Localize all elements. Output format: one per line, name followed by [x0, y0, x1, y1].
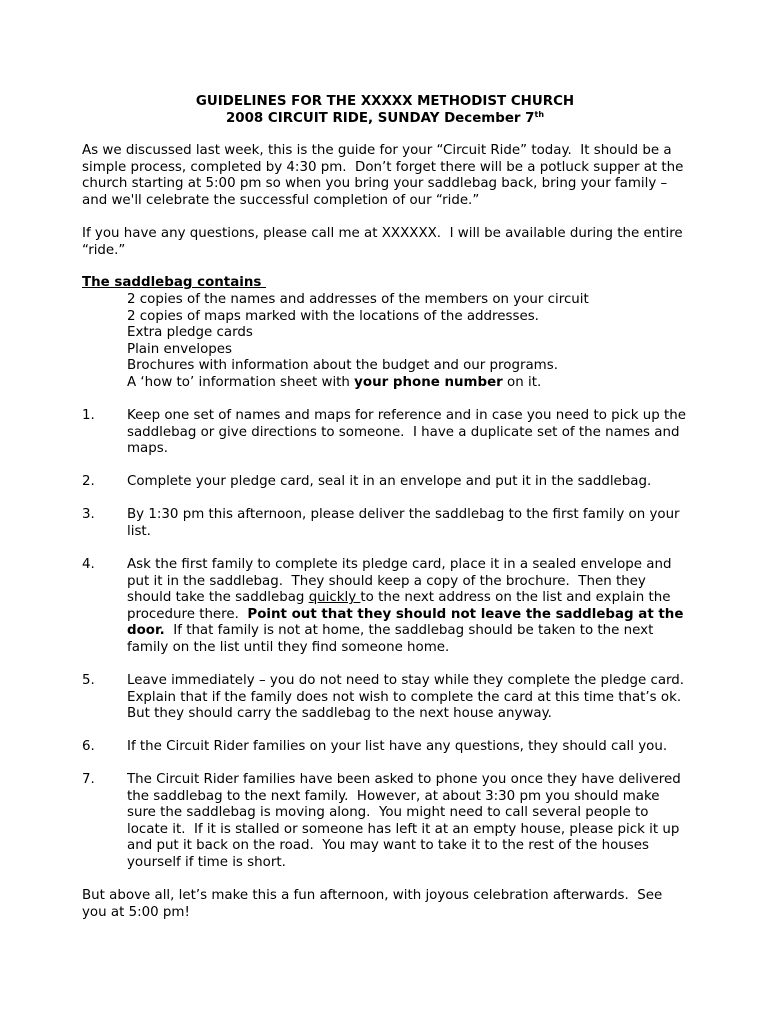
step-line: sure the saddlebag is moving along. You might need to call several people to — [127, 805, 649, 821]
step-text — [127, 739, 727, 756]
step-number: 2. — [82, 474, 95, 489]
saddlebag-contents-list — [127, 292, 727, 392]
step-line: maps. — [127, 441, 168, 457]
step-line: family on the list until they find someone home. — [127, 639, 450, 655]
saddlebag-item: 2 copies of maps marked with the locations of the addresses. — [127, 308, 539, 324]
step-text — [127, 772, 727, 872]
step-number: 6. — [82, 739, 95, 754]
step-text-run: procedure there. — [127, 606, 248, 622]
saddlebag-item: Brochures with information about the budget and our programs. — [127, 358, 558, 374]
step-line: But they should carry the saddlebag to the next house anyway. — [127, 706, 552, 722]
intro-line: As we discussed last week, this is the guide for your “Circuit Ride” today. It should be a — [82, 143, 672, 158]
step-line: Complete your pledge card, seal it in an envelope and put it in the saddlebag. — [127, 474, 652, 489]
step-line: put it in the saddlebag. They should keep a copy of the brochure. Then they — [127, 573, 646, 589]
intro-line: church starting at 5:00 pm so when you bring your saddlebag back, bring your family – — [82, 176, 668, 192]
step-number: 7. — [82, 772, 95, 787]
questions-line: “ride.” — [82, 242, 126, 258]
step-text-run: If that family is not at home, the saddlebag should be taken to the next — [164, 623, 654, 639]
phone-number-emphasis: your phone number — [354, 374, 503, 390]
document-title-line-1: GUIDELINES FOR THE XXXXX METHODIST CHURCH — [195, 94, 575, 109]
closing-paragraph — [82, 888, 722, 921]
step-number: 4. — [82, 557, 95, 572]
step-number: 3. — [82, 507, 95, 522]
step-text — [127, 408, 727, 458]
step-line: yourself if time is short. — [127, 854, 286, 870]
closing-line: But above all, let’s make this a fun afternoon, with joyous celebration afterwards. See — [82, 888, 663, 903]
door-warning-emphasis-end: door. — [127, 623, 165, 639]
step-line: locate it. If it is stalled or someone has left it at an empty house, please pick it up — [127, 821, 680, 837]
step-number: 5. — [82, 673, 95, 688]
saddlebag-item: Plain envelopes — [127, 341, 232, 357]
date-ordinal-suffix: th — [534, 110, 545, 119]
step-line: the saddlebag to the next family. However, at about 3:30 pm you should make — [127, 788, 660, 804]
step-text — [127, 557, 727, 657]
step-line — [127, 607, 727, 624]
step-line: Explain that if the family does not wish to complete the card at this time that’s ok. — [127, 689, 682, 705]
closing-line: you at 5:00 pm! — [82, 904, 190, 920]
step-line: The Circuit Rider families have been asked to phone you once they have delivered — [127, 772, 681, 787]
step-line: If the Circuit Rider families on your list have any questions, they should call you. — [127, 739, 668, 754]
step-text-run: should take the saddlebag — [127, 590, 309, 606]
step-line — [127, 623, 727, 640]
step-text — [127, 673, 727, 723]
step-text-run: to the next address on the list and explain the — [360, 590, 671, 606]
step-text — [127, 474, 727, 491]
step-line — [127, 590, 727, 607]
saddlebag-heading: The saddlebag contains — [82, 275, 266, 290]
step-text — [127, 507, 727, 540]
document-title-line-2-text: 2008 CIRCUIT RIDE, SUNDAY December 7 — [225, 111, 535, 126]
questions-line: If you have any questions, please call me at XXXXXX. I will be available during the entire — [82, 226, 683, 241]
intro-paragraph — [82, 143, 722, 209]
saddlebag-item: Extra pledge cards — [127, 325, 253, 341]
questions-paragraph — [82, 226, 722, 259]
step-line: Leave immediately – you do not need to stay while they complete the pledge card. — [127, 673, 685, 688]
quickly-underlined: quickly — [308, 590, 361, 606]
how-to-text-end: on it. — [502, 374, 542, 390]
step-number: 1. — [82, 408, 95, 423]
step-line: Ask the first family to complete its pledge card, place it in a sealed envelope and — [127, 557, 672, 572]
saddlebag-item-how-to-sheet — [127, 375, 727, 392]
step-line: list. — [127, 523, 151, 539]
step-line: By 1:30 pm this afternoon, please deliver the saddlebag to the first family on your — [127, 507, 680, 522]
intro-line: and we'll celebrate the successful completion of our “ride.” — [82, 192, 480, 208]
how-to-text: A ‘how to’ information sheet with — [127, 374, 355, 390]
intro-line: simple process, completed by 4:30 pm. Don’t forget there will be a potluck supper at the — [82, 159, 684, 175]
saddlebag-item: 2 copies of the names and addresses of the members on your circuit — [127, 292, 589, 307]
document-title-line-2 — [0, 110, 770, 127]
step-line: Keep one set of names and maps for reference and in case you need to pick up the — [127, 408, 686, 423]
door-warning-emphasis: Point out that they should not leave the saddlebag at the — [247, 606, 684, 622]
step-line: and put it back on the road. You may want to take it to the rest of the houses — [127, 838, 649, 854]
step-line: saddlebag or give directions to someone. I have a duplicate set of the names and — [127, 424, 680, 440]
